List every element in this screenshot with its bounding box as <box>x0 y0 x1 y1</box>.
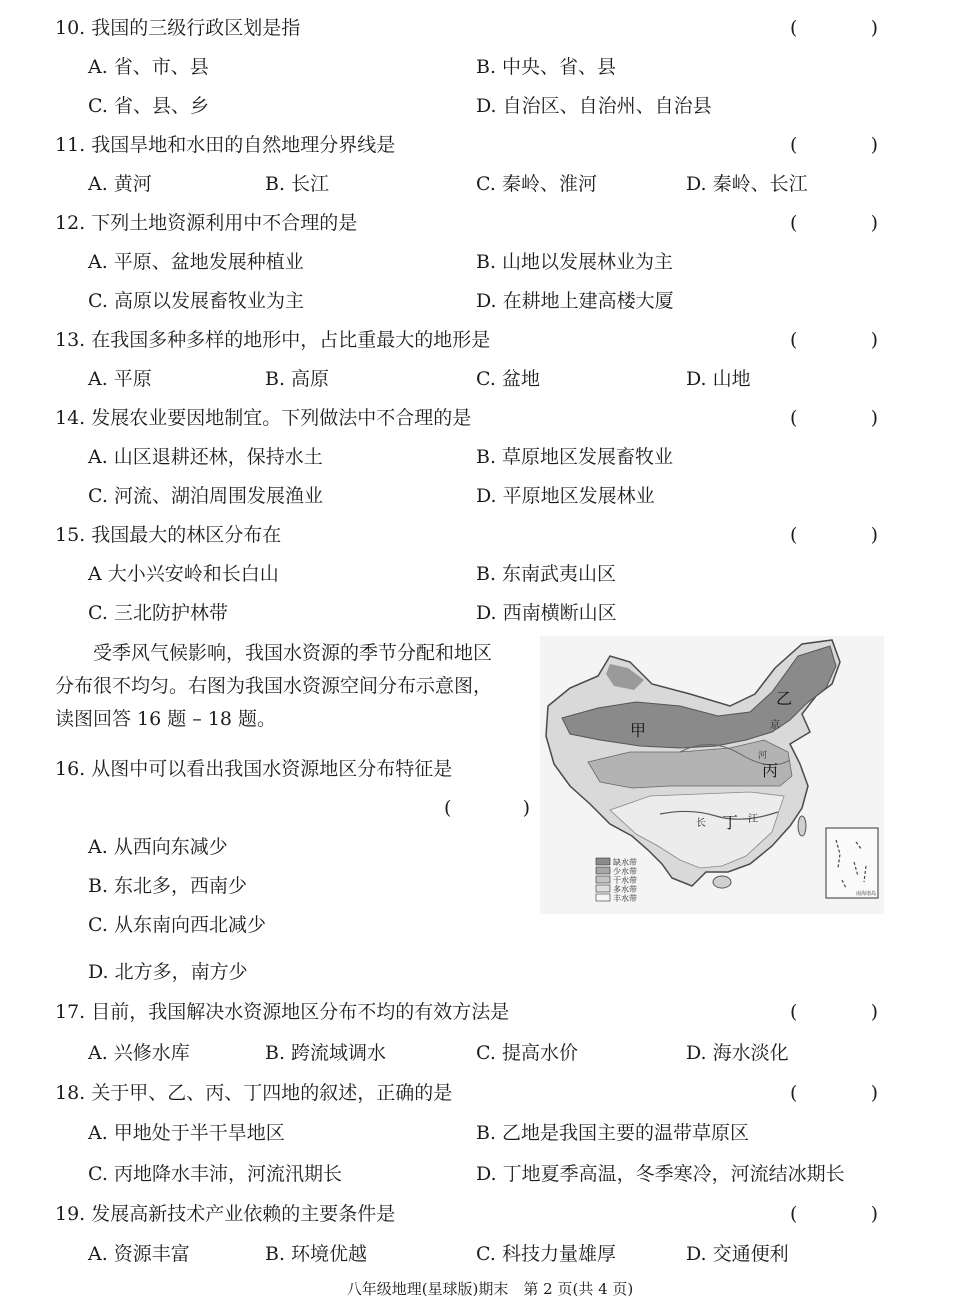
taiwan-island <box>798 816 806 836</box>
option-c: C. 科技力量雄厚 <box>476 1243 616 1265</box>
answer-bracket: ( ) <box>790 407 878 429</box>
map-legend <box>596 857 637 903</box>
option-d: D. 海水淡化 <box>686 1042 789 1064</box>
legend-swatch <box>596 876 610 883</box>
question-19-stem: 19. 发展高新技术产业依赖的主要条件是 <box>55 1203 396 1225</box>
option-d: D. 丁地夏季高温，冬季寒冷，河流结冰期长 <box>476 1163 845 1185</box>
option-c: C. 三北防护林带 <box>88 602 228 624</box>
option-d: D. 西南横断山区 <box>476 602 617 624</box>
option-a: A. 平原 <box>88 368 152 390</box>
option-d: D. 北方多，南方少 <box>88 961 248 983</box>
option-b: B. 环境优越 <box>265 1243 368 1265</box>
option-b: B. 草原地区发展畜牧业 <box>476 446 674 468</box>
option-d: D. 山地 <box>686 368 751 390</box>
legend-swatch <box>596 894 610 901</box>
option-d: D. 平原地区发展林业 <box>476 485 655 507</box>
option-a: A. 兴修水库 <box>88 1042 190 1064</box>
option-c: C. 丙地降水丰沛，河流汛期长 <box>88 1163 342 1185</box>
question-17-stem: 17. 目前，我国解决水资源地区分布不均的有效方法是 <box>55 1001 510 1023</box>
legend-label: 少水带 <box>613 867 637 876</box>
question-12-stem: 12. 下列土地资源利用中不合理的是 <box>55 212 358 234</box>
map-label-jia: 甲 <box>630 721 647 740</box>
option-d: D. 自治区、自治州、自治县 <box>476 95 712 117</box>
option-b: B. 乙地是我国主要的温带草原区 <box>476 1122 750 1144</box>
legend-label: 多水带 <box>613 885 637 894</box>
answer-bracket: ( ) <box>790 329 878 351</box>
legend-swatch <box>596 885 610 892</box>
passage-line: 分布很不均匀。右图为我国水资源空间分布示意图， <box>55 675 493 697</box>
option-d: D. 交通便利 <box>686 1243 789 1265</box>
answer-bracket: ( ) <box>444 797 530 819</box>
answer-bracket: ( ) <box>790 1082 878 1104</box>
option-b: B. 东南武夷山区 <box>476 563 617 585</box>
legend-label: 丰水带 <box>613 894 637 903</box>
map-label-jiang: 江 <box>748 814 758 825</box>
option-b: B. 中央、省、县 <box>476 56 617 78</box>
option-a: A. 黄河 <box>88 173 152 195</box>
passage-line: 读图回答 16 题 – 18 题。 <box>55 708 277 730</box>
option-a: A. 资源丰富 <box>88 1243 190 1265</box>
answer-bracket: ( ) <box>790 212 878 234</box>
answer-bracket: ( ) <box>790 524 878 546</box>
question-13-stem: 13. 在我国多种多样的地形中，占比重最大的地形是 <box>55 329 491 351</box>
question-11-stem: 11. 我国旱地和水田的自然地理分界线是 <box>55 134 396 156</box>
legend-swatch <box>596 867 610 874</box>
legend-label: 缺水带 <box>613 858 637 867</box>
option-c: C. 盆地 <box>476 368 540 390</box>
option-a: A 大小兴安岭和长白山 <box>88 563 279 585</box>
option-d: D. 秦岭、长江 <box>686 173 808 195</box>
option-c: C. 高原以发展畜牧业为主 <box>88 290 304 312</box>
option-b: B. 跨流域调水 <box>265 1042 387 1064</box>
option-c: C. 提高水价 <box>476 1042 578 1064</box>
question-15-stem: 15. 我国最大的林区分布在 <box>55 524 282 546</box>
water-resources-map <box>540 636 884 914</box>
page-footer: 八年级地理(星球版)期末 第 2 页(共 4 页) <box>346 1280 634 1298</box>
south-china-sea-inset <box>826 828 878 898</box>
option-d: D. 在耕地上建高楼大厦 <box>476 290 674 312</box>
question-18-stem: 18. 关于甲、乙、丙、丁四地的叙述，正确的是 <box>55 1082 453 1104</box>
reading-passage <box>55 637 535 736</box>
passage-line: 受季风气候影响，我国水资源的季节分配和地区 <box>93 642 493 664</box>
legend-label: 干水带 <box>613 876 637 885</box>
map-label-ding: 丁 <box>722 813 739 832</box>
option-c: C. 河流、湖泊周围发展渔业 <box>88 485 323 507</box>
inset-label: 南海诸岛 <box>856 891 877 897</box>
option-c: C. 秦岭、淮河 <box>476 173 597 195</box>
question-10-stem: 10. 我国的三级行政区划是指 <box>55 17 301 39</box>
option-a: A. 省、市、县 <box>88 56 209 78</box>
option-c: C. 从东南向西北减少 <box>88 914 266 936</box>
question-14-stem: 14. 发展农业要因地制宜。下列做法中不合理的是 <box>55 407 472 429</box>
option-a: A. 甲地处于半干旱地区 <box>88 1122 285 1144</box>
option-b: B. 山地以发展林业为主 <box>476 251 674 273</box>
question-16-stem: 16. 从图中可以看出我国水资源地区分布特征是 <box>55 758 453 780</box>
hainan-island <box>713 876 731 888</box>
map-label-bing: 丙 <box>762 761 779 780</box>
option-b: B. 东北多，西南少 <box>88 875 248 897</box>
map-label-beijing: 京 <box>770 720 780 731</box>
map-label-river-he: 河 <box>758 751 768 761</box>
answer-bracket: ( ) <box>790 1203 878 1225</box>
option-a: A. 山区退耕还林，保持水土 <box>88 446 323 468</box>
option-a: A. 平原、盆地发展种植业 <box>88 251 304 273</box>
option-c: C. 省、县、乡 <box>88 95 209 117</box>
option-b: B. 高原 <box>265 368 330 390</box>
map-label-chang: 长 <box>696 818 706 829</box>
option-b: B. 长江 <box>265 173 330 195</box>
inset-frame <box>826 828 878 898</box>
answer-bracket: ( ) <box>790 1001 878 1023</box>
option-a: A. 从西向东减少 <box>88 836 228 858</box>
answer-bracket: ( ) <box>790 134 878 156</box>
map-label-yi: 乙 <box>776 689 793 708</box>
answer-bracket: ( ) <box>790 17 878 39</box>
legend-swatch <box>596 858 610 865</box>
